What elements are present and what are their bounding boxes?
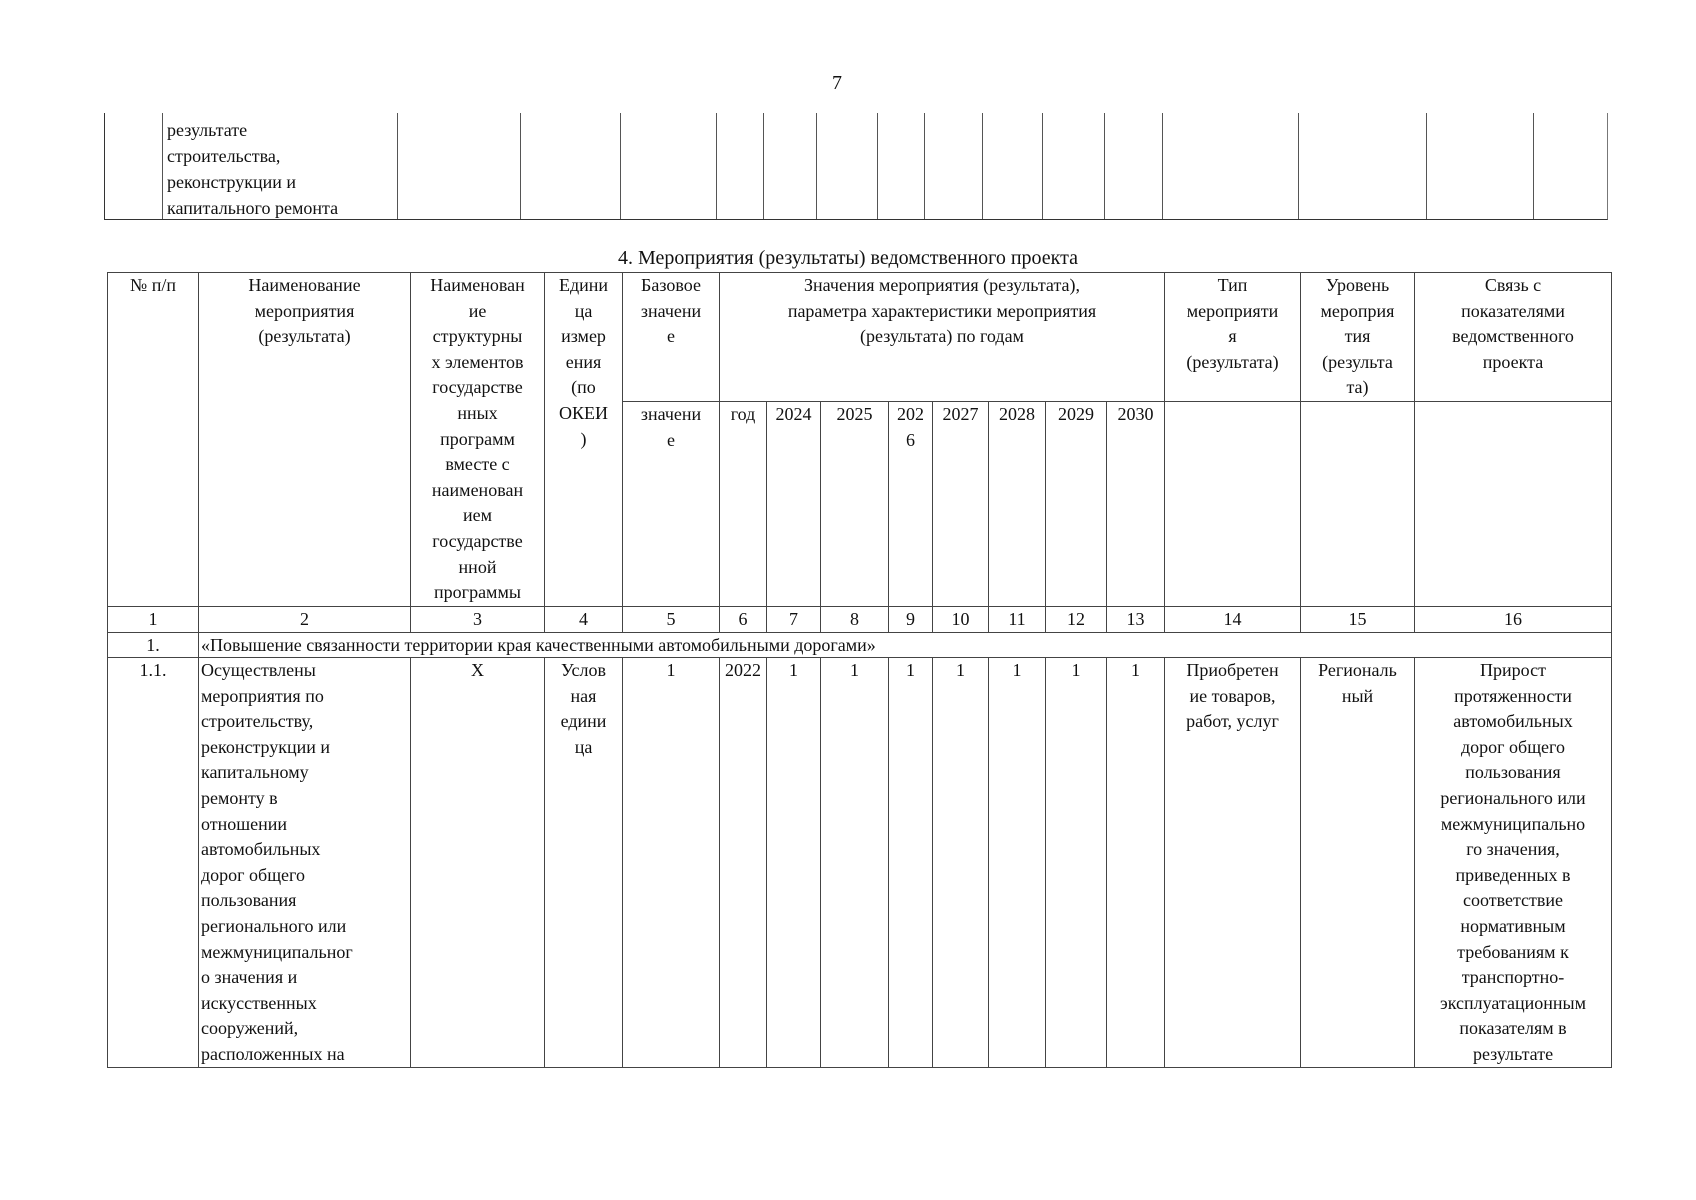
- row-unit: Услов ная едини ца: [545, 657, 623, 1068]
- continuation-table: [104, 113, 1608, 220]
- column-divider: [520, 113, 521, 219]
- table-row: [108, 657, 1612, 1068]
- header-level: Уровень мероприя тия (результа та): [1301, 273, 1415, 402]
- column-number: 1: [108, 606, 199, 632]
- section-title: 4. Мероприятия (результаты) ведомственного проекта: [617, 247, 1078, 269]
- column-number: 10: [933, 606, 989, 632]
- column-number: 9: [889, 606, 933, 632]
- header-row: [108, 273, 1612, 402]
- column-number: 14: [1165, 606, 1301, 632]
- header-year: 2027: [933, 401, 989, 606]
- row-structure: Х: [411, 657, 545, 1068]
- section-row-title: «Повышение связанности территории края качественными автомобильными дорогами»: [199, 632, 1612, 657]
- continuation-text: результате строительства, реконструкции и капитального ремонта: [167, 120, 339, 218]
- row-value: 1: [989, 657, 1046, 1068]
- row-value: 1: [933, 657, 989, 1068]
- column-divider: [982, 113, 983, 219]
- row-value: 1: [767, 657, 821, 1068]
- column-number: 16: [1415, 606, 1612, 632]
- column-divider: [620, 113, 621, 219]
- header-name: Наименование мероприятия (результата): [199, 273, 411, 607]
- column-number: 11: [989, 606, 1046, 632]
- row-type: Приобретен ие товаров, работ, услуг: [1165, 657, 1301, 1068]
- column-divider: [1042, 113, 1043, 219]
- section-row: [108, 632, 1612, 657]
- header-unit: Едини ца измер ения (по ОКЕИ ): [545, 273, 623, 607]
- row-level: Региональ ный: [1301, 657, 1415, 1068]
- row-value: 1: [821, 657, 889, 1068]
- row-base-year: 2022: [720, 657, 767, 1068]
- column-divider: [763, 113, 764, 219]
- header-base-year: год: [720, 401, 767, 606]
- header-year: 2028: [989, 401, 1046, 606]
- header-no: № п/п: [108, 273, 199, 607]
- column-divider: [924, 113, 925, 219]
- header-link: Связь с показателями ведомственного проекта: [1415, 273, 1612, 402]
- column-number: 12: [1046, 606, 1107, 632]
- column-number: 3: [411, 606, 545, 632]
- row-base-value: 1: [623, 657, 720, 1068]
- page-number: 7: [832, 72, 842, 94]
- header-base-value: значени е: [623, 401, 720, 606]
- column-divider: [1298, 113, 1299, 219]
- column-number: 2: [199, 606, 411, 632]
- header-year: 2030: [1107, 401, 1165, 606]
- column-divider: [1162, 113, 1163, 219]
- column-number: 4: [545, 606, 623, 632]
- header-empty: [1301, 401, 1415, 606]
- row-name: Осуществлены мероприятия по строительству, реконструкции и капитальному ремонту в отношении автомобильных дорог общего пользования регионального или межмуниципальног о значения и искусственных сооружений, расположенных на: [199, 657, 411, 1068]
- section-number: 1.: [108, 632, 199, 657]
- column-divider: [716, 113, 717, 219]
- row-value: 1: [889, 657, 933, 1068]
- column-number: 13: [1107, 606, 1165, 632]
- row-value: 1: [1046, 657, 1107, 1068]
- header-base: Базовое значени е: [623, 273, 720, 402]
- header-year: 2024: [767, 401, 821, 606]
- row-number: 1.1.: [108, 657, 199, 1068]
- activities-table: [107, 272, 1612, 1068]
- header-structure: Наименован ие структурны х элементов государстве нных программ вместе с наименован ием государстве нной программы: [411, 273, 545, 607]
- column-divider: [397, 113, 398, 219]
- header-values-group: Значения мероприятия (результата), параметра характеристики мероприятия (результата) по годам: [720, 273, 1165, 402]
- column-number: 5: [623, 606, 720, 632]
- header-year: 2029: [1046, 401, 1107, 606]
- row-link: Прирост протяженности автомобильных дорог общего пользования регионального или межмуниципально го значения, приведенных в соответствие нормативным требованиям к транспортно- эксплуатационным показателям в результате: [1415, 657, 1612, 1068]
- header-year: 202 6: [889, 401, 933, 606]
- column-divider: [877, 113, 878, 219]
- header-type: Тип мероприяти я (результата): [1165, 273, 1301, 402]
- column-number: 7: [767, 606, 821, 632]
- column-numbers-row: [108, 606, 1612, 632]
- column-number: 8: [821, 606, 889, 632]
- column-divider: [816, 113, 817, 219]
- row-value: 1: [1107, 657, 1165, 1068]
- column-divider: [162, 113, 163, 219]
- column-number: 15: [1301, 606, 1415, 632]
- column-divider: [1104, 113, 1105, 219]
- header-empty: [1415, 401, 1612, 606]
- header-empty: [1165, 401, 1301, 606]
- column-divider: [1426, 113, 1427, 219]
- header-year: 2025: [821, 401, 889, 606]
- column-divider: [1533, 113, 1534, 219]
- column-number: 6: [720, 606, 767, 632]
